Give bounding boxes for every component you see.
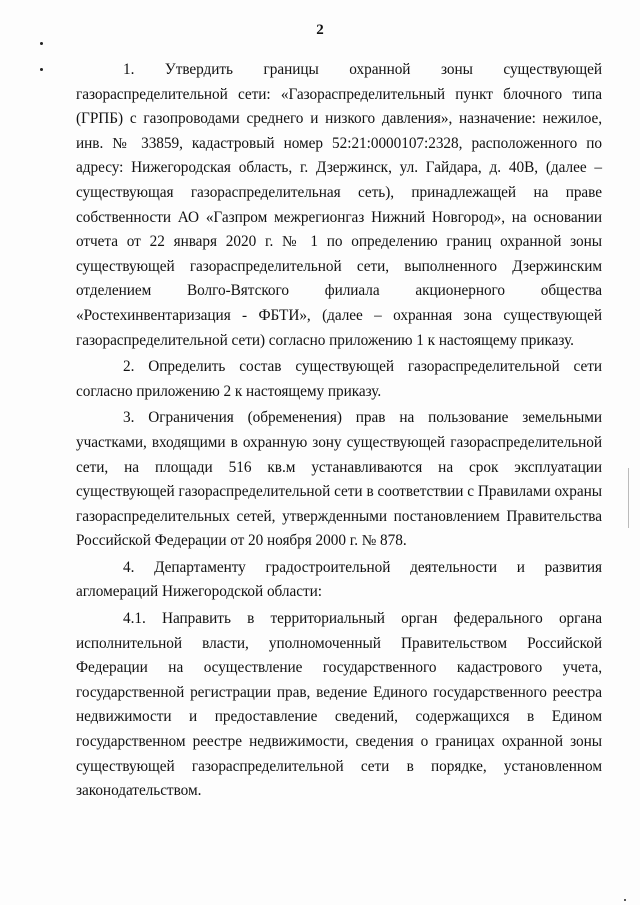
scan-speck <box>624 899 626 901</box>
paragraph-1: 1. Утвердить границы охранной зоны существующей газораспределительной сети: «Газораспределительный пункт блочного типа (ГРПБ) с газопроводами среднего и низкого давления», назначение: нежилое, инв. № 33859, кадастровый номер 52:21:0000107:2328, расположенного по адресу: Нижегородская область, г. Дзержинск, ул. Гайдара, д. 40В, (далее – существующая газораспределительная сеть), принадлежащей на праве собственности АО «Газпром межрегионгаз Нижний Новгород», на основании отчета от 22 января 2020 г. № 1 по определению границ охранной зоны существующей газораспределительной сети, выполненного Дзержинским отделением Волго-Вятского филиала акционерного общества «Ростехинвентаризация - ФБТИ», (далее – охранная зона существующей газораспределительной сети) согласно приложению 1 к настоящему приказу. <box>76 61 602 349</box>
paragraph-3: 3. Ограничения (обременения) прав на пользование земельными участками, входящими в охранную зону существующей газораспределительной сети, на площади 516 кв.м устанавливаются на срок эксплуатации существующей газораспределительной сети в соответствии с Правилами охраны газораспределительных сетей, утвержденными постановлением Правительства Российской Федерации от 20 ноября 2000 г. № 878. <box>76 409 602 550</box>
paragraph-4: 4. Департаменту градостроительной деятельности и развития агломераций Нижегородской области: <box>76 558 602 601</box>
scan-speck <box>40 42 43 45</box>
paragraph-4-1: 4.1. Направить в территориальный орган федерального органа исполнительной власти, уполномоченный Правительством Российской Федерации на осуществление государственного кадастрового учета, государственной регистрации прав, ведение Единого государственного реестра недвижимости и предоставление сведений, содержащихся в Едином государственном реестре недвижимости, сведения о границах охранной зоны существующей газораспределительной сети в порядке, установленном законодательством. <box>76 610 602 800</box>
scan-edge-mark <box>628 468 629 528</box>
paragraph-2: 2. Определить состав существующей газораспределительной сети согласно приложению 2 к настоящему приказу. <box>76 358 602 400</box>
document-body <box>76 58 602 813</box>
page-number: 2 <box>316 22 324 38</box>
scan-speck <box>40 68 43 71</box>
